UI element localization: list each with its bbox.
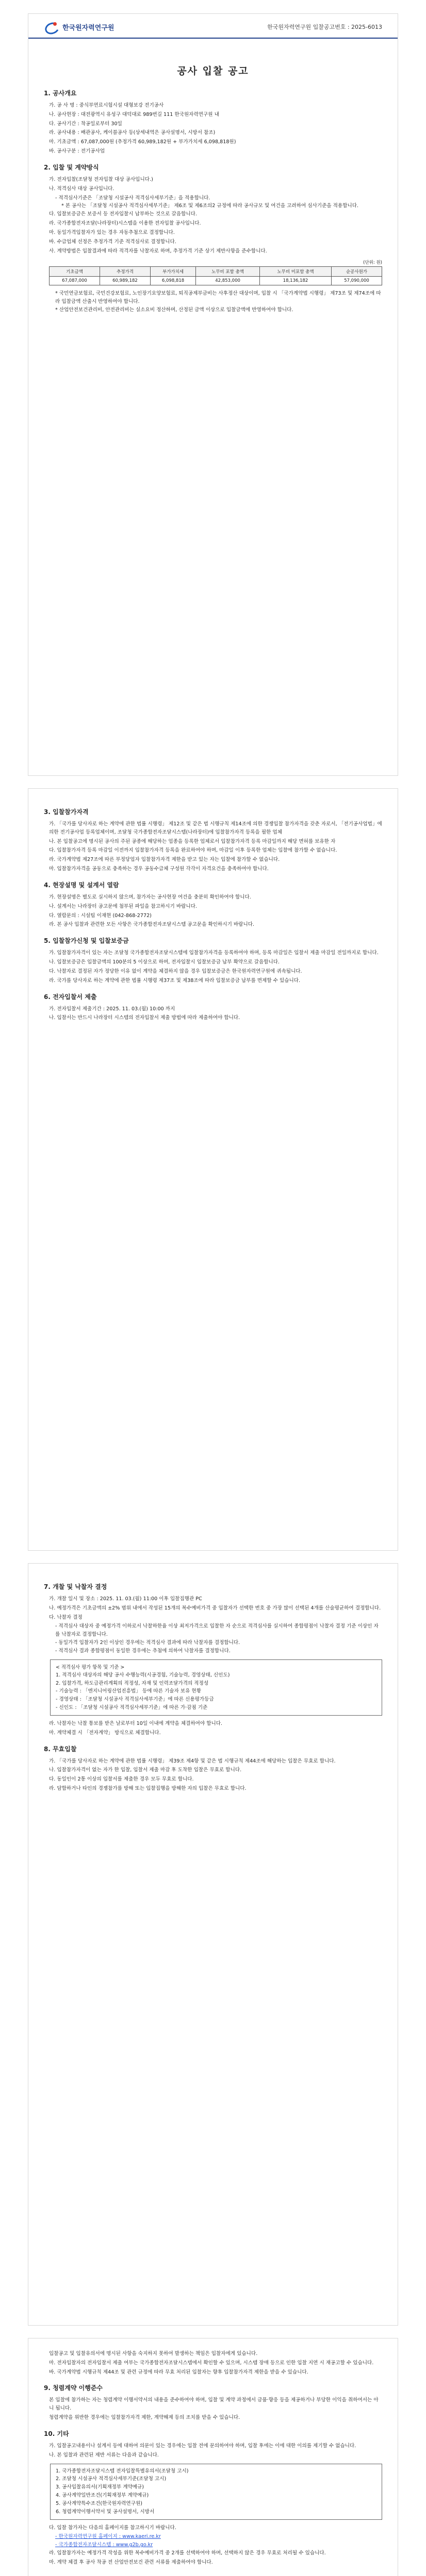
section-subitem: - 적격심사 결과 종합평점이 동일한 경우에는 추첨에 의하여 낙찰자를 결정합니다. [55,1648,231,1654]
bid-deadline: 가. 전자입찰서 제출기간 : 2025. 11. 03.(월) 10:00 까지 [49,1006,175,1012]
table-row [50,277,382,285]
section-item: 마. 동일가격입찰자가 있는 경우 자동추첨으로 결정합니다. [49,229,175,235]
section-item: 마. 계약 체결 후 공사 착공 전 산업안전보건 관련 서류를 제출하여야 합니다. [49,2559,213,2565]
box-line: - 신인도 : 「조달청 시설공사 적격심사세부기준」에 따른 가·감점 기준 [56,1705,208,1711]
section-item: 가. 공 사 명 : 중식부연료시험시설 대형보강 전기공사 [49,103,164,108]
section-item: 청렴계약을 위반한 경우에는 입찰참가자격 제한, 계약해제 등의 조치를 받을 수 있습니다. [49,2415,240,2421]
org-logo [44,21,114,32]
section-heading: 1. 공사개요 [44,90,77,97]
section-item: 다. 입찰 참가자는 다음의 홈페이지를 참고하시기 바랍니다. [49,2524,176,2531]
table-header-cell: 노무비 포함 총액 [196,267,260,277]
list-item: 1. 국가종합전자조달시스템 전자입찰특별유의서(조달청 고시) [56,2468,189,2474]
list-item: 6. 청렴계약이행서약서 및 공사설명서, 시방서 [56,2509,155,2515]
table-cell: 6,098,818 [150,277,195,285]
section-heading: 7. 개찰 및 낙찰자 결정 [44,1583,107,1590]
page-header [28,14,398,39]
list-item: 5. 공사계약특수조건(한국원자력연구원) [56,2500,142,2506]
section-note: * 국민연금보험료, 국민건강보험료, 노인장기요양보험료, 퇴직공제부금비는 사후정산 대상이며, 입찰 시 「국가계약법 시행령」 제73조 및 제74조에 따라 입찰금액 산출시 반영하여야 합니다. [55,291,381,305]
price-table [49,266,382,285]
table-unit: (단위: 원) [363,260,382,266]
related-documents-box [50,2464,382,2520]
section-heading: 3. 입찰참가자격 [44,808,89,816]
section-item: 입찰공고 및 입찰유의서에 명시된 사항을 숙지하지 못하여 발생하는 책임은 입찰자에게 있습니다. [49,2351,258,2357]
section-item: 바. 국가계약법 시행규칙 제44조 및 관련 규정에 따라 무효 처리된 입찰자는 향후 입찰참가자격 제한을 받을 수 있습니다. [49,2369,308,2375]
kaeri-logo-icon [44,21,59,32]
section-heading: 2. 입찰 및 계약방식 [44,163,99,171]
table-cell: 42,853,000 [196,277,260,285]
section-item: 나. 입찰서는 반드시 나라장터 시스템의 전자입찰서 제출 방법에 따라 제출하여야 합니다. [49,1015,240,1021]
section-item: 라. 본 공사 입찰과 관련한 모든 사항은 국가종합전자조달시스템 공고문을 확인하시기 바랍니다. [49,922,255,928]
section-item: 가. 입찰참가자격이 있는 자는 조달청 국가종합전자조달시스템에 입찰참가자격을 등록하여야 하며, 등록 마감일은 입찰서 제출 마감일 전일까지로 합니다. [49,950,379,956]
section-item: 라. 입찰참가자는 예정가격 작성을 위한 복수예비가격 중 2개를 선택하여야 하며, 선택하지 않은 경우 무효로 처리될 수 있습니다. [49,2550,326,2556]
section-item: 라. 공사내용 : 배관공사, 케이블공사 등(상세내역은 공사설명서, 시방서 참조) [49,130,216,136]
section-item: 가. 「국가를 당사자로 하는 계약에 관한 법률 시행령」 제12조 및 같은 법 시행규칙 제14조에 의한 경쟁입찰 참가자격을 갖춘 자로서, 「전기공사업법」에 의한 전기공사업 등록업체이며, 조달청 국가종합전자조달시스템(나라장터)에 입찰참가자격 등록을 필한 업체 [49,821,382,835]
document-page-3 [28,1563,398,2326]
section-item: 라. 담합하거나 타인의 경쟁참가를 방해 또는 입찰집행을 방해한 자의 입찰은 무효로 합니다. [49,1786,247,1792]
document-title: 공사 입찰 공고 [177,65,249,77]
table-header-cell: 부가가치세 [150,267,195,277]
table-cell: 18,136,182 [260,277,332,285]
section-item: 다. 열람문의 : 시설팀 이재현 (042-868-2772) [49,912,152,919]
table-header-cell: 순공사원가 [331,267,382,277]
homepage-link[interactable]: - 한국원자력연구원 홈페이지 : www.kaeri.re.kr [55,2534,161,2540]
section-heading: 6. 전자입찰서 제출 [44,993,97,1001]
section-item: 나. 입찰참가자격이 없는 자가 한 입찰, 입찰서 제출 마감 후 도착한 입찰은 무효로 합니다. [49,1767,242,1773]
section-item: 본 입찰에 참가하는 자는 청렴계약 이행서약서의 내용을 준수하여야 하며, 입찰 및 계약 과정에서 금품·향응 등을 제공하거나 부당한 이익을 취하여서는 아니 됩니다. [49,2397,379,2412]
section-item: 다. 낙찰자 결정 [49,1614,83,1620]
section-item: 가. 「국가를 당사자로 하는 계약에 관한 법률 시행령」 제39조 제4항 및 같은 법 시행규칙 제44조에 해당하는 입찰은 무효로 합니다. [49,1758,336,1764]
section-item: 나. 본 입찰공고에 명시된 공사의 주된 공종에 해당하는 업종을 등록한 업체로서 입찰참가자격 등록 마감일까지 해당 면허를 보유한 자 [49,838,336,844]
section-item: 다. 입찰참가자격 등록 마감일 이전까지 입찰참가자격 등록을 완료하여야 하며, 마감일 이후 등록한 업체는 입찰에 참가할 수 없습니다. [49,848,337,854]
box-line: 2. 입찰가격, 하도급관리계획의 적정성, 자재 및 인력조달가격의 적정성 [56,1680,209,1686]
table-cell: 67,087,000 [50,277,100,285]
box-line: 1. 적격심사 대상자의 해당 공사 수행능력(시공경험, 기술능력, 경영상태, 신인도) [56,1672,230,1678]
section-item: 다. 낙찰자로 결정된 자가 정당한 이유 없이 계약을 체결하지 않을 경우 입찰보증금은 한국원자력연구원에 귀속됩니다. [49,968,302,974]
table-cell: 57,090,000 [331,277,382,285]
section-note: * 산업안전보건관리비, 안전관리비는 실소요비 정산하며, 산정된 금액 이상으로 입찰금액에 반영하여야 합니다. [55,307,293,313]
section-item: 나. 예정가격은 기초금액의 ±2% 범위 내에서 작성된 15개의 복수예비가격 중 입찰자가 선택한 번호 중 가장 많이 선택된 4개를 산술평균하여 결정합니다. [49,1605,381,1611]
section-item: 마. 전자입찰자의 전자입찰서 제출 여부는 국가종합전자조달시스템에서 확인할 수 있으며, 시스템 장애 등으로 인한 입찰 지연 시 재공고할 수 있습니다. [49,2360,374,2366]
document-page-1 [28,13,398,776]
section-item: 바. 공사구분 : 전기공사업 [49,148,105,155]
section-item: 마. 입찰참가자격을 공동으로 충족하는 경우 공동수급체 구성원 각각이 자격요건을 충족하여야 합니다. [49,866,269,872]
document-page-4 [28,2338,398,2576]
document-page-2 [28,788,398,1551]
table-header-cell: 기초금액 [50,267,100,277]
section-heading: 10. 기타 [44,2430,69,2437]
section-item: 사. 계약방법은 입찰결과에 따라 적격자를 낙찰자로 하며, 추정가격 기준 상기 제반사항을 준수합니다. [49,248,267,254]
section-subitem: - 적격심사 대상자 중 예정가격 이하로서 낙찰하한율 이상 최저가격으로 입찰한 자 순으로 적격심사를 실시하여 종합평점이 낙찰자 결정 기준 이상인 자를 낙찰자로 결정합니다. [55,1623,379,1638]
box-line: - 기술능력 : 「엔지니어링산업진흥법」 등에 따른 기술자 보유 현황 [56,1688,201,1694]
section-item: 라. 낙찰자는 낙찰 통보를 받은 날로부터 10일 이내에 계약을 체결하여야 합니다. [49,1720,223,1726]
section-item: 라. 국가종합전자조달(나라장터)시스템을 이용한 전자입찰 공사입니다. [49,221,201,227]
table-cell: 60,989,182 [100,277,150,285]
g2b-link[interactable]: - 국가종합전자조달시스템 : www.g2b.go.kr [55,2542,153,2548]
section-item: 가. 입찰공고내용이나 설계서 등에 대하여 의문이 있는 경우에는 입찰 전에 문의하여야 하며, 입찰 후에는 이에 대한 이의를 제기할 수 없습니다. [49,2443,356,2449]
logo-text: 한국원자력연구원 [62,24,114,32]
section-item: 다. 동일인이 2통 이상의 입찰서를 제출한 경우 모두 무효로 합니다. [49,1776,194,1783]
section-heading: 9. 청렴계약 이행준수 [44,2384,103,2392]
section-item: 라. 국가계약법 제27조에 따른 부정당업자 입찰참가자격 제한을 받고 있는 자는 입찰에 참가할 수 없습니다. [49,857,280,863]
table-header-row [50,267,382,277]
section-item: 바. 수급업체 선정은 추정가격 기준 적격심사로 결정합니다. [49,239,176,245]
price-table-wrap [49,259,382,285]
evaluation-criteria-box [50,1659,382,1716]
section-item: 나. 본 입찰과 관련된 제반 서류는 다음과 같습니다. [49,2452,159,2458]
section-item: 마. 계약체결 시 「전자계약」 방식으로 체결합니다. [49,1730,161,1736]
list-item: 2. 조달청 시설공사 적격심사세부기준(조달청 고시) [56,2476,167,2482]
section-item: 마. 기초금액 : 67,087,000원 (추정가격 60,989,182원 + 부가가치세 6,098,818원) [49,139,236,145]
section-item: 나. 입찰보증금은 입찰금액의 100분의 5 이상으로 하며, 전자입찰시 입찰보증금 납부 확약으로 갈음합니다. [49,959,280,965]
section-heading: 4. 현장설명 및 설계서 열람 [44,881,119,889]
list-item: 4. 공사계약일반조건(기획재정부 계약예규) [56,2493,149,2499]
section-item: 나. 공사현장 : 대전광역시 유성구 대덕대로 989번길 111 한국원자력연구원 내 [49,111,219,117]
section-subitem: - 적격심사기준은 「조달청 시설공사 적격심사세부기준」을 적용합니다. [55,195,210,201]
opening-date: 가. 개찰 일시 및 장소 : 2025. 11. 03.(월) 11:00 이후 입찰집행관 PC [49,1596,202,1602]
box-title: < 적격심사 평가 항목 및 기준 > [56,1664,125,1670]
section-heading: 5. 입찰참가신청 및 입찰보증금 [44,937,129,945]
section-item: 가. 전자입찰(조달청 전자입찰 대상 공사입니다.) [49,176,153,182]
section-subitem: - 동일가격 입찰자가 2인 이상인 경우에는 적격심사 결과에 따라 낙찰자를 결정합니다. [55,1640,240,1646]
box-line: - 경영상태 : 「조달청 시설공사 적격심사세부기준」에 따른 신용평가등급 [56,1697,214,1703]
section-item: 나. 설계서는 나라장터 공고문에 첨부된 파일을 참고하시기 바랍니다. [49,903,197,909]
section-item: 가. 현장설명은 별도로 실시하지 않으며, 참가자는 공사현장 여건을 충분히 확인하여야 합니다. [49,894,251,900]
table-header-cell: 노무비 미포함 총액 [260,267,332,277]
section-item: 다. 공사기간 : 착공일로부터 30일 [49,121,122,127]
section-item: 라. 국가를 당사자로 하는 계약에 관한 법률 시행령 제37조 및 제38조에 따라 입찰보증금 납부를 면제할 수 있습니다. [49,977,301,984]
section-note: * 본 공사는 「조달청 시설공사 적격심사세부기준」 제6조 및 제6조의2 규정에 따라 공사규모 및 여건을 고려하여 심사기준을 적용합니다. [61,203,359,209]
table-header-cell: 추정가격 [100,267,150,277]
section-item: 나. 적격심사 대상 공사입니다. [49,185,114,192]
notice-number: 한국원자력연구원 입찰공고번호 : 2025-6013 [267,24,382,30]
section-heading: 8. 무효입찰 [44,1745,77,1753]
section-item: 다. 입찰보증금은 보증서 등 전자입찰시 납부하는 것으로 갈음합니다. [49,211,197,217]
list-item: 3. 공사입찰유의서(기획재정부 계약예규) [56,2484,144,2490]
